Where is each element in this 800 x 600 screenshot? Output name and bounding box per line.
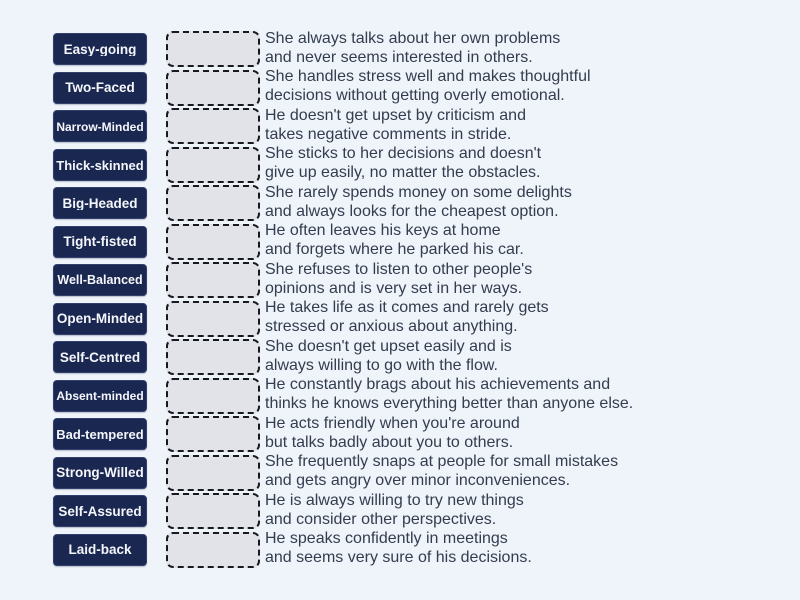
keyword-tile[interactable] [53,33,147,65]
description-line-1: She sticks to her decisions and doesn't [265,145,542,162]
answer-drop-slot[interactable] [166,455,260,491]
answer-drop-slot[interactable] [166,378,260,414]
keyword-tile[interactable] [53,380,147,412]
answer-drop-slot[interactable] [166,532,260,568]
keyword-tile[interactable] [53,187,147,219]
keyword-tile-label: Laid-back [68,542,132,557]
match-row [53,106,773,149]
answer-drop-slot[interactable] [166,301,260,337]
keyword-tile-label: Easy-going [63,41,137,57]
answer-drop-slot[interactable] [166,262,260,298]
keyword-tile[interactable] [53,534,147,566]
keyword-tile[interactable] [53,110,147,142]
description-line-2: and forgets where he parked his car. [265,241,524,259]
description-text [265,337,735,375]
keyword-tile[interactable] [53,72,147,104]
keyword-tile-label: Well-Balanced [57,273,143,287]
description-line-2: and never seems interested in others. [265,48,533,66]
match-row [53,414,773,457]
description-line-2: and gets angry over minor inconveniences. [265,472,571,490]
keyword-tile-label: Self-Centred [59,349,141,365]
answer-drop-slot[interactable] [166,185,260,221]
description-line-2: thinks he knows everything better than anyone else. [265,395,634,413]
description-text [265,29,735,67]
description-text [265,298,735,336]
keyword-tile[interactable] [53,341,147,373]
description-line-2: and always looks for the cheapest option. [265,202,559,220]
keyword-tile[interactable] [53,457,147,489]
match-row [53,453,773,496]
description-line-2: decisions without getting overly emotional. [265,87,565,105]
keyword-tile[interactable] [53,303,147,335]
match-row [53,299,773,342]
description-text [265,144,735,182]
description-text [265,106,735,144]
description-line-2: but talks badly about you to others. [265,433,514,451]
description-line-2: give up easily, no matter the obstacles. [265,164,541,182]
description-line-2: always willing to go with the flow. [265,356,498,374]
description-line-2: and seems very sure of his decisions. [265,549,532,567]
description-line-1: She always talks about her own problems [265,29,561,47]
description-line-1: She doesn't get upset easily and is [265,337,512,355]
keyword-tile-label: Strong-Willed [56,465,144,480]
keyword-tile[interactable] [53,495,147,527]
description-line-1: She frequently snaps at people for small mistakes [265,453,619,470]
description-line-1: He acts friendly when you're around [265,414,520,432]
description-text [265,67,735,105]
answer-drop-slot[interactable] [166,493,260,529]
answer-drop-slot[interactable] [166,416,260,452]
keyword-tile-label: Narrow-Minded [56,119,144,133]
description-line-1: He speaks confidently in meetings [265,530,508,547]
description-line-1: He is always willing to try new things [265,491,524,509]
keyword-tile[interactable] [53,226,147,258]
description-line-2: opinions and is very set in her ways. [265,279,523,297]
answer-drop-slot[interactable] [166,70,260,106]
description-line-1: He often leaves his keys at home [265,222,501,239]
answer-drop-slot[interactable] [166,224,260,260]
description-line-1: She rarely spends money on some delights [265,183,572,201]
keyword-tile-label: Two-Faced [65,80,135,95]
answer-drop-slot[interactable] [166,147,260,183]
keyword-tile-label: Bad-tempered [56,427,144,441]
match-row [53,222,773,265]
description-line-2: and consider other perspectives. [265,510,497,528]
description-text [265,452,735,490]
keyword-tile[interactable] [53,418,147,450]
answer-drop-slot[interactable] [166,339,260,375]
match-row [53,491,773,534]
description-line-1: He takes life as it comes and rarely gets [265,299,549,316]
match-row [53,530,773,573]
answer-drop-slot[interactable] [166,108,260,144]
description-text [265,414,735,452]
description-line-2: stressed or anxious about anything. [265,318,518,336]
description-line-1: He doesn't get upset by criticism and [265,106,526,124]
description-text [265,375,735,413]
description-line-1: She handles stress well and makes thoughtful [265,68,591,85]
keyword-tile-label: Open-Minded [56,311,144,326]
keyword-tile-label: Tight-fisted [63,234,137,249]
keyword-tile-label: Absent-minded [56,389,144,402]
match-row [53,337,773,380]
keyword-tile-label: Thick-skinned [56,157,144,172]
keyword-tile-label: Big-Headed [62,195,138,211]
description-line-2: takes negative comments in stride. [265,125,512,143]
description-line-1: She refuses to listen to other people's [265,260,533,278]
match-row [53,376,773,419]
keyword-tile-label: Self-Assured [58,503,142,519]
description-text [265,529,735,567]
match-row [53,183,773,226]
keyword-tile[interactable] [53,264,147,296]
answer-drop-slot[interactable] [166,31,260,67]
match-board [53,29,773,572]
description-text [265,260,735,298]
description-text [265,221,735,259]
description-line-1: He constantly brags about his achievements and [265,376,611,393]
keyword-tile[interactable] [53,149,147,181]
description-text [265,183,735,221]
match-row [53,29,773,72]
match-row [53,145,773,188]
match-row [53,260,773,303]
match-row [53,68,773,111]
description-text [265,491,735,529]
